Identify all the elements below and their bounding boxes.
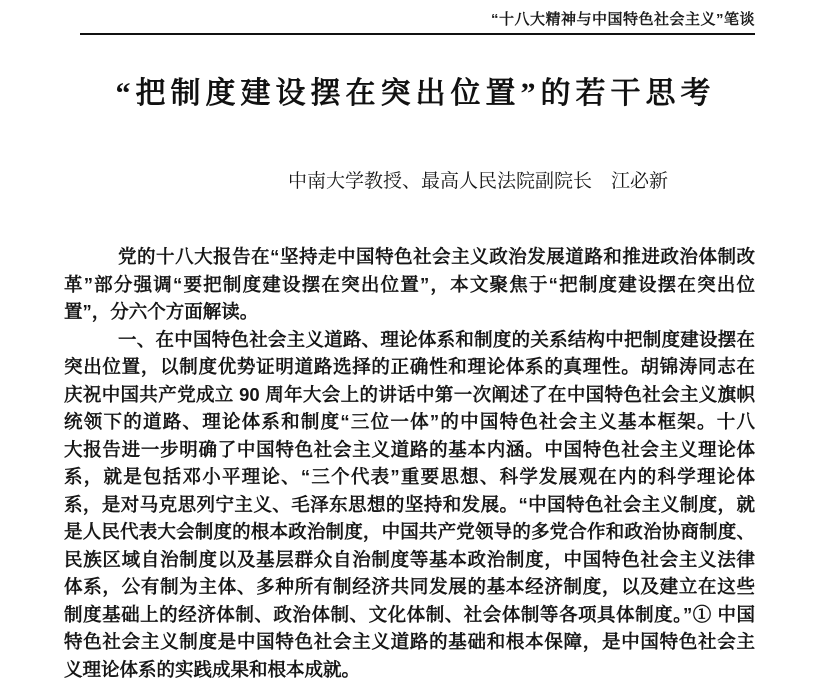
body-line: 是人民代表大会制度的根本政治制度，中国共产党领导的多党合作和政治协商制度、 <box>64 521 755 542</box>
body-line: 民族区域自治制度以及基层群众自治制度等基本政治制度，中国特色社会主义法律 <box>64 548 755 570</box>
header-rule <box>80 33 755 35</box>
running-head: “十八大精神与中国特色社会主义”笔谈 <box>490 11 755 28</box>
body-line: 统领下的道路、理论体系和制度“三位一体”的中国特色社会主义基本框架。十八 <box>64 411 755 432</box>
body-line: 大报告进一步明确了中国特色社会主义道路的基本内涵。中国特色社会主义理论体 <box>64 438 755 460</box>
body-line: 义理论体系的实践成果和根本成就。 <box>64 658 361 680</box>
body-line: 党的十八大报告在“坚持走中国特色社会主义政治发展道路和推进政治体制改 <box>118 246 755 267</box>
article-title: “把制度建设摆在突出位置”的若干思考 <box>115 77 716 110</box>
body-line: 特色社会主义制度是中国特色社会主义道路的基础和根本保障，是中国特色社会主 <box>64 631 755 652</box>
body-line: 突出位置，以制度优势证明道路选择的正确性和理论体系的真理性。胡锦涛同志在 <box>64 356 755 377</box>
author-byline: 中南大学教授、最高人民法院副院长 江必新 <box>288 171 669 192</box>
body-line: 系，就是包括邓小平理论、“三个代表”重要思想、科学发展观在内的科学理论体 <box>64 466 755 487</box>
body-line: 一、在中国特色社会主义道路、理论体系和制度的关系结构中把制度建设摆在 <box>118 328 755 350</box>
body-line: 置”，分六个方面解读。 <box>64 301 259 322</box>
body-line: 庆祝中国共产党成立 90 周年大会上的讲话中第一次阐述了在中国特色社会主义旗帜 <box>64 383 755 405</box>
body-line: 体系，公有制为主体、多种所有制经济共同发展的基本经济制度，以及建立在这些 <box>64 576 755 597</box>
body-line: 制度基础上的经济体制、政治体制、文化体制、社会体制等各项具体制度。”① 中国 <box>64 603 755 625</box>
body-line: 系，是对马克思列宁主义、毛泽东思想的坚持和发展。“中国特色社会主义制度，就 <box>64 493 755 515</box>
article-body <box>64 243 755 683</box>
body-line: 革”部分强调“要把制度建设摆在突出位置”，本文聚焦于“把制度建设摆在突出位 <box>64 273 755 295</box>
